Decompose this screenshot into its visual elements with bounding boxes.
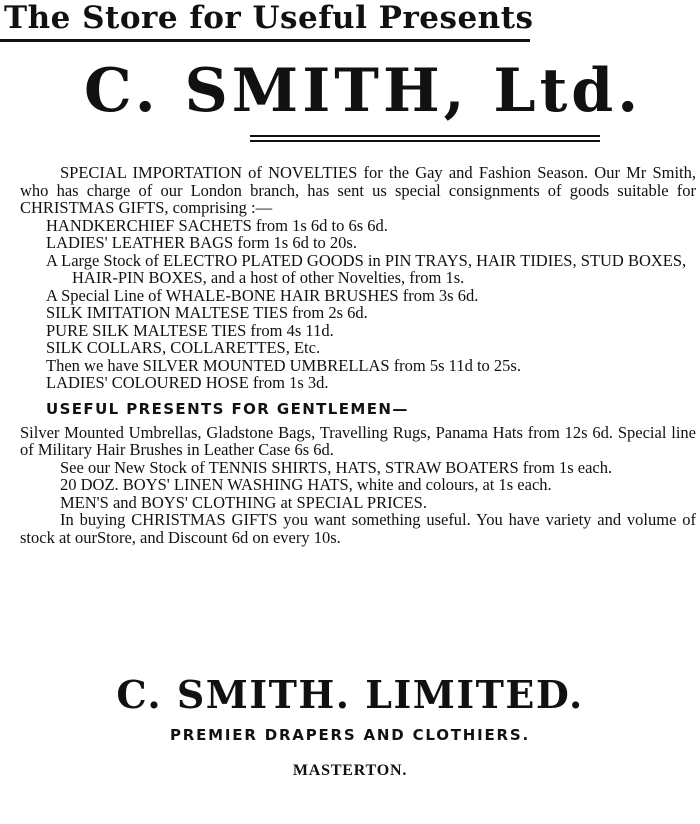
brand-underline-top — [250, 135, 600, 137]
brand-name: C. SMITH, Ltd. — [84, 56, 643, 126]
list-item: SILK IMITATION MALTESE TIES from 2s 6d. — [46, 303, 368, 322]
list-item: SILK COLLARS, COLLARETTES, Etc. — [46, 338, 321, 357]
list-item: LADIES' COLOURED HOSE from 1s 3d. — [46, 373, 329, 392]
gentlemen-paragraph: Silver Mounted Umbrellas, Gladstone Bags, Travelling Rugs, Panama Hats from 12s 6d. Special line of Military Hair Brushes in Leather Case 6s 6d. — [20, 422, 696, 459]
gentlemen-paragraph: See our New Stock of TENNIS SHIRTS, HATS, STRAW BOATERS from 1s each. — [60, 457, 613, 477]
headline-underline — [0, 39, 530, 42]
gentlemen-paragraph: MEN'S and BOYS' CLOTHING at SPECIAL PRICES. — [60, 492, 427, 512]
brand-underline-bottom — [250, 140, 600, 142]
advertisement-body — [20, 164, 696, 546]
headline: The Store for Useful Presents — [4, 0, 534, 36]
gentlemen-paragraph: In buying CHRISTMAS GIFTS you want something useful. You have variety and volume of stock at ourStore, and Discount 6d on every 10s. — [20, 510, 696, 547]
ladies-items-list — [20, 217, 696, 392]
gentlemen-heading: USEFUL PRESENTS FOR GENTLEMEN— — [46, 399, 409, 418]
list-item: Then we have SILVER MOUNTED UMBRELLAS from 5s 11d to 25s. — [46, 355, 521, 375]
intro-paragraph: SPECIAL IMPORTATION of NOVELTIES for the Gay and Fashion Season. Our Mr Smith, who has charge of our London branch, has sent us special consignments of goods suitable for CHRISTMAS GIFTS, comprising :— — [20, 163, 696, 217]
tagline: PREMIER DRAPERS AND CLOTHIERS. — [169, 726, 531, 744]
list-item: PURE SILK MALTESE TIES from 4s 11d. — [46, 320, 334, 340]
town-name: MASTERTON. — [292, 762, 408, 779]
list-item: A Large Stock of ELECTRO PLATED GOODS in PIN TRAYS, HAIR TIDIES, STUD BOXES, HAIR-PIN BOXES, and a host of other Novelties, from 1s. — [46, 250, 687, 287]
list-item: A Special Line of WHALE-BONE HAIR BRUSHES from 3s 6d. — [46, 285, 479, 305]
list-item: LADIES' LEATHER BAGS form 1s 6d to 20s. — [46, 233, 357, 252]
gentlemen-paragraph: 20 DOZ. BOYS' LINEN WASHING HATS, white and colours, at 1s each. — [60, 475, 552, 494]
footer-brand-name: C. SMITH. LIMITED. — [116, 672, 584, 717]
list-item: HANDKERCHIEF SACHETS from 1s 6d to 6s 6d. — [46, 215, 388, 235]
